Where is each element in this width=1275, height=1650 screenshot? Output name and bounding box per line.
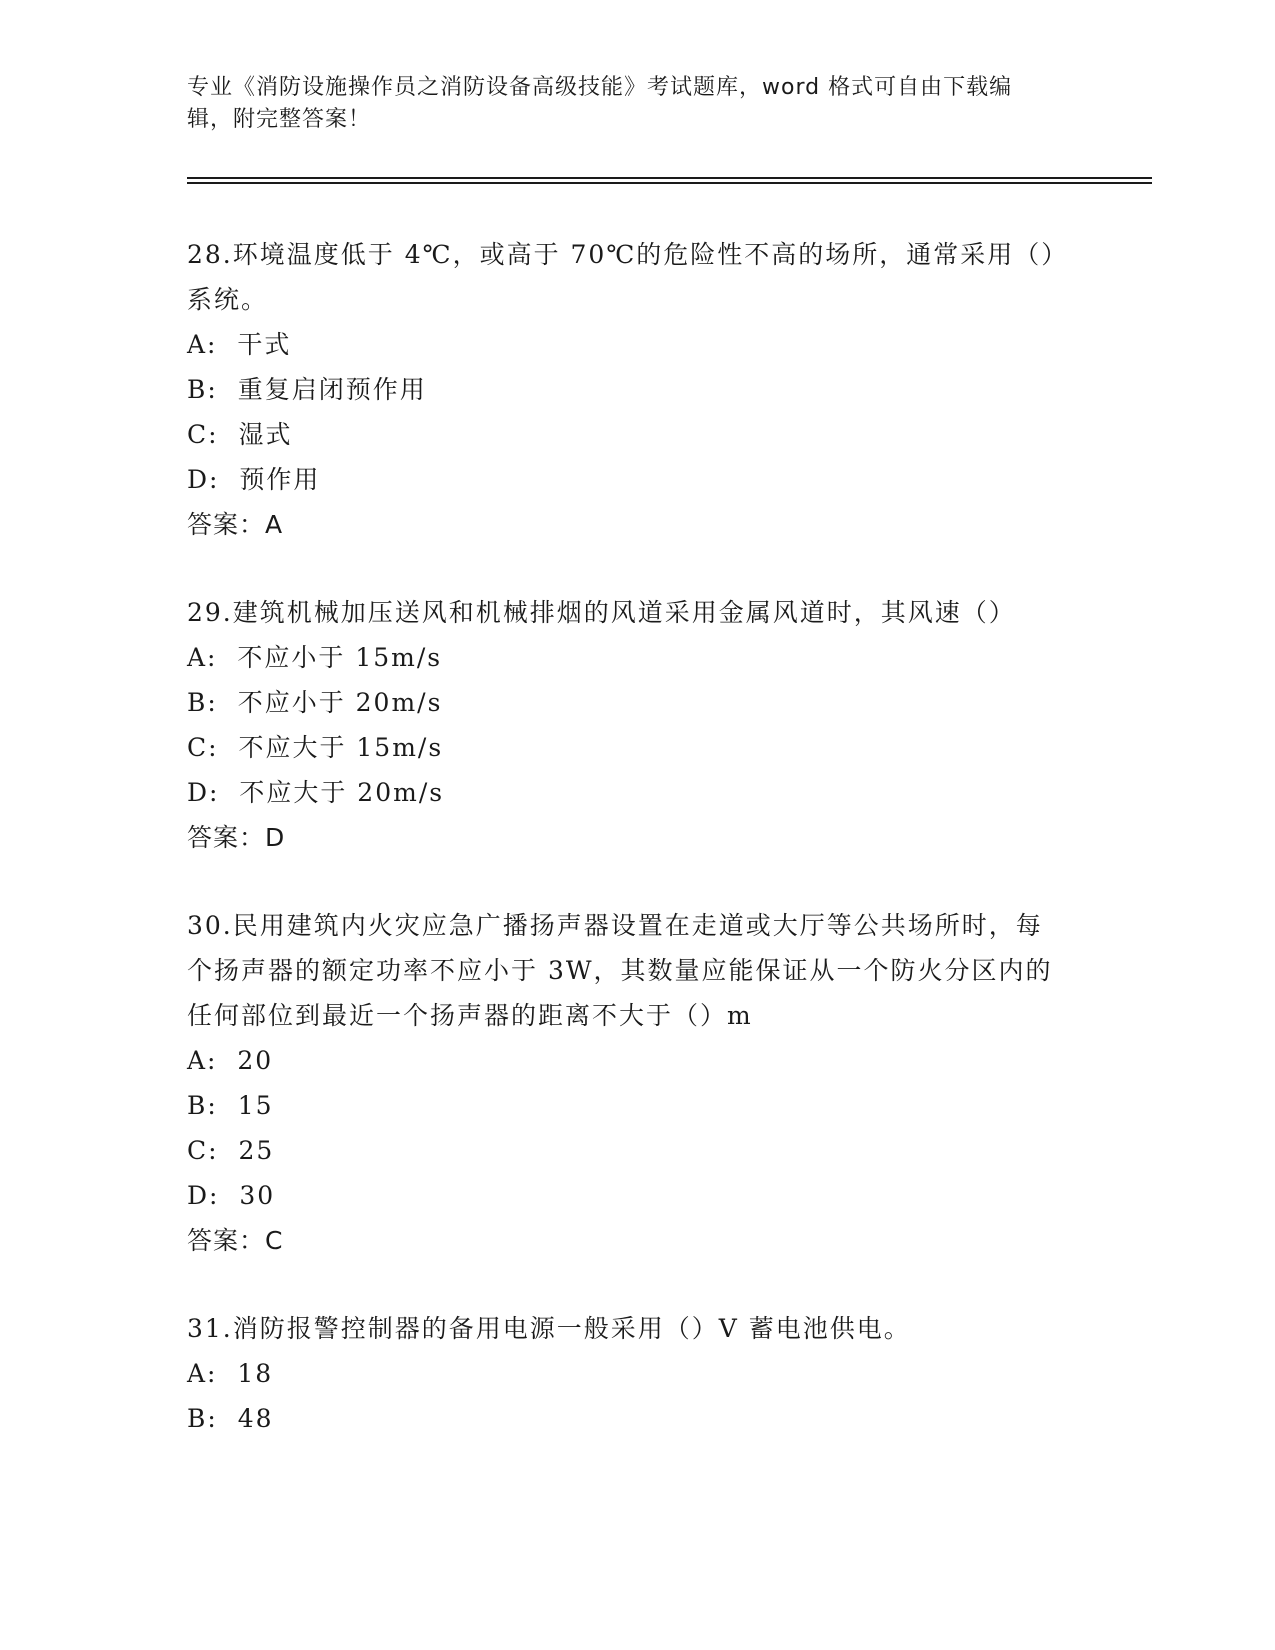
header-rule-bottom [187,182,1152,184]
option-c: C: 湿式 [187,420,293,449]
document-header: 专业《消防设施操作员之消防设备高级技能》考试题库，word 格式可自由下载编 辑，附完整答案！ [187,75,1013,132]
option-a: A: 不应小于 15m/s [187,643,443,672]
answer-label: 答案：D [187,823,286,852]
answer-label: 答案：C [187,1226,284,1255]
option-d: D: 不应大于 20m/s [187,778,445,807]
question-28 [187,232,1067,547]
question-text: 28.环境温度低于 4℃，或高于 70℃的危险性不高的场所，通常采用（）系统。 [187,240,1056,314]
option-d: D: 30 [187,1181,276,1210]
option-c: C: 25 [187,1136,275,1165]
answer-label: 答案：A [187,510,284,539]
question-29 [187,590,1067,860]
option-c: C: 不应大于 15m/s [187,733,444,762]
option-a: A: 18 [187,1359,274,1388]
option-b: B: 重复启闭预作用 [187,375,427,404]
option-b: B: 15 [187,1091,274,1120]
question-30 [187,903,1067,1263]
option-a: A: 干式 [187,330,292,359]
question-31 [187,1306,1067,1441]
header-rule-top [187,177,1152,179]
option-d: D: 预作用 [187,465,321,494]
question-text: 30.民用建筑内火灾应急广播扬声器设置在走道或大厅等公共场所时，每个扬声器的额定功率不应小于 3W，其数量应能保证从一个防火分区内的任何部位到最近一个扬声器的距离不大于（）m [187,911,1053,1030]
question-list [187,232,1067,1484]
question-text: 31.消防报警控制器的备用电源一般采用（）V 蓄电池供电。 [187,1314,911,1343]
option-b: B: 不应小于 20m/s [187,688,443,717]
option-b: B: 48 [187,1404,274,1433]
question-text: 29.建筑机械加压送风和机械排烟的风道采用金属风道时，其风速（） [187,598,1016,627]
option-a: A: 20 [187,1046,274,1075]
